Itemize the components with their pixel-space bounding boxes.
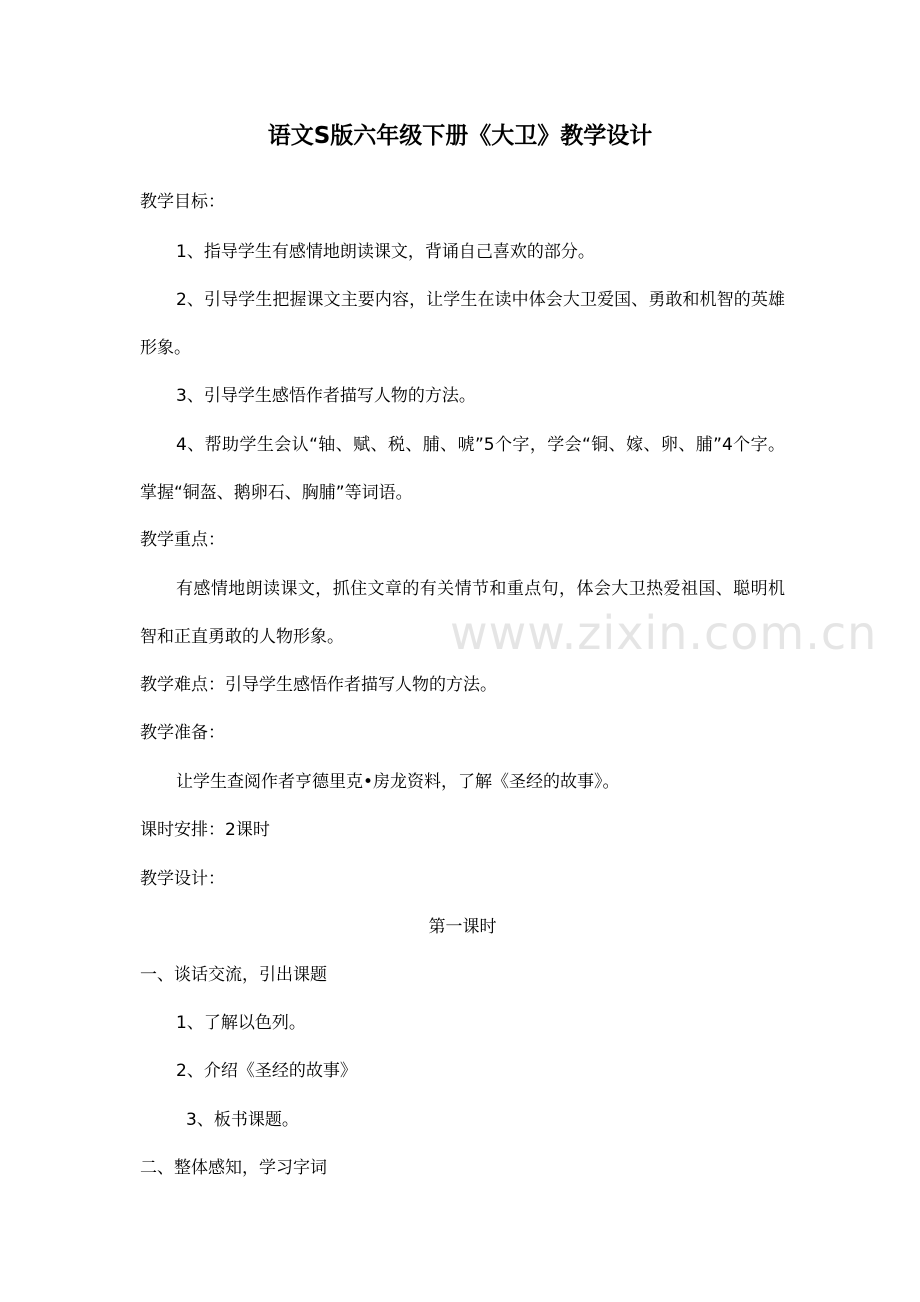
heading-teaching-goals: 教学目标： xyxy=(140,192,225,212)
goal-item-3: 3、引导学生感悟作者描写人物的方法。 xyxy=(176,386,476,406)
preparation-text: 让学生查阅作者亨德里克•房龙资料，了解《圣经的故事》。 xyxy=(176,772,620,792)
heading-design: 教学设计： xyxy=(140,869,225,889)
heading-preparation: 教学准备： xyxy=(140,723,225,743)
watermark: www.zixin.com.cn xyxy=(450,606,878,660)
difficulty-text: 教学难点：引导学生感悟作者描写人物的方法。 xyxy=(140,675,497,695)
goal-item-2: 2、引导学生把握课文主要内容，让学生在读中体会大卫爱国、勇敢和机智的英雄形象。 xyxy=(140,290,785,358)
schedule-text: 课时安排：2课时 xyxy=(140,820,270,840)
section-two-heading: 二、整体感知，学习字词 xyxy=(140,1158,327,1178)
section-one-heading: 一、谈话交流，引出课题 xyxy=(140,965,327,985)
goal-item-4: 4、帮助学生会认“轴、赋、税、脯、唬”5个字，学会“铜、嫁、卵、脯”4个字。掌握“铜盔、鹅卵石、胸脯”等词语。 xyxy=(140,435,785,503)
lesson-one-heading: 第一课时 xyxy=(428,917,497,937)
section-one-item-3: 3、板书课题。 xyxy=(186,1110,299,1130)
heading-key-points: 教学重点： xyxy=(140,530,225,550)
section-one-item-2: 2、介绍《圣经的故事》 xyxy=(176,1061,357,1081)
goal-item-1: 1、指导学生有感情地朗读课文，背诵自己喜欢的部分。 xyxy=(176,242,595,262)
key-points-text: 有感情地朗读课文，抓住文章的有关情节和重点句，体会大卫热爱祖国、聪明机智和正直勇敢的人物形象。 xyxy=(140,579,785,647)
document-title: 语文S版六年级下册《大卫》教学设计 xyxy=(267,123,653,149)
section-one-item-1: 1、了解以色列。 xyxy=(176,1013,306,1033)
